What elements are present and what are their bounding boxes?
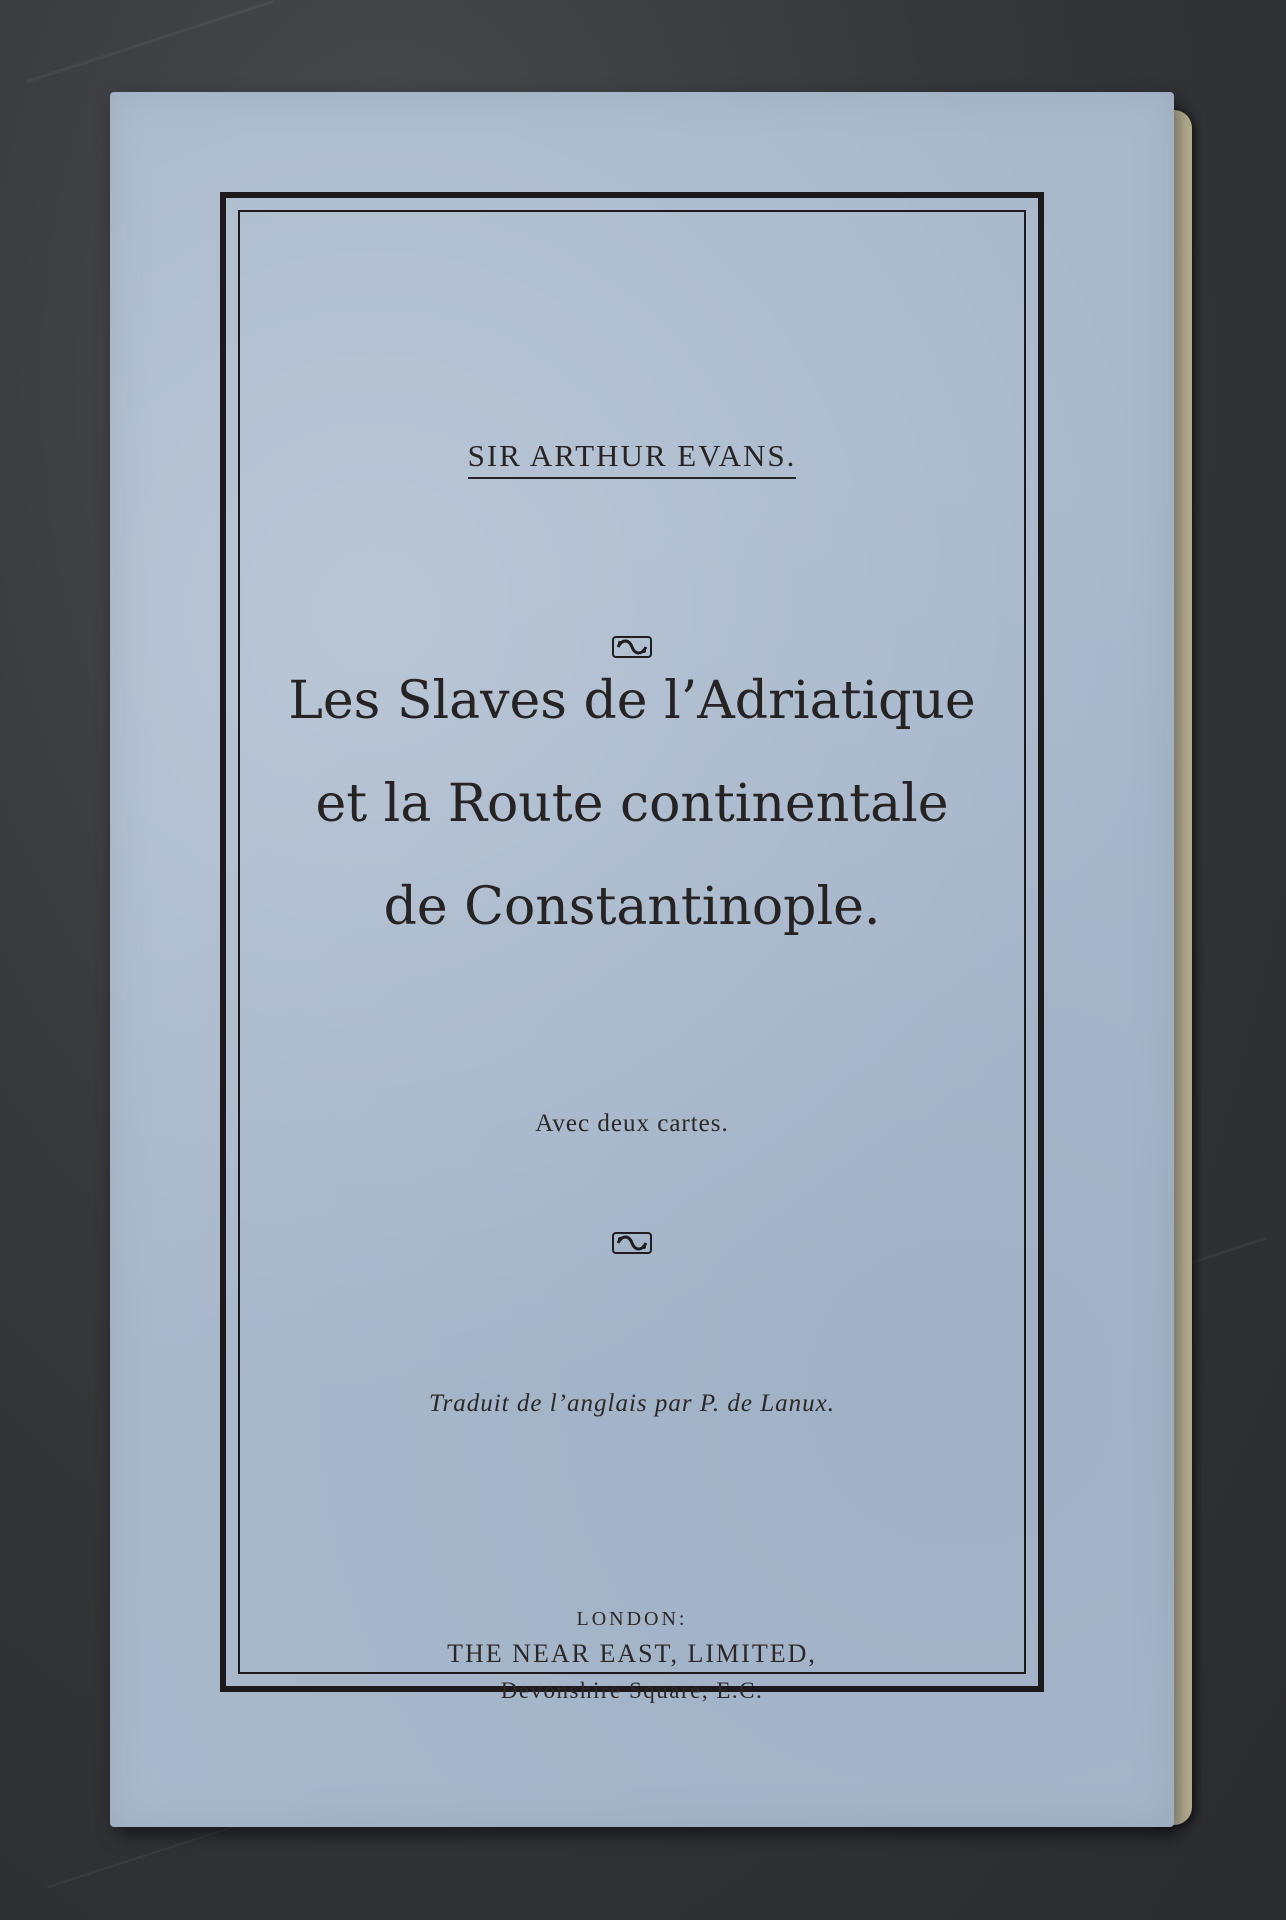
book-title [246, 650, 1018, 959]
subtitle: Avec deux cartes. [535, 1110, 729, 1137]
author-name: SIR ARTHUR EVANS. [468, 438, 797, 479]
translator-credit: Traduit de l’anglais par P. de Lanux. [428, 1390, 835, 1417]
author-line [226, 438, 1038, 479]
publisher-name: THE NEAR EAST, LIMITED, [447, 1639, 817, 1668]
book-cover [110, 92, 1174, 1827]
title-line-3: de Constantinople. [383, 877, 881, 937]
ornament-icon [611, 1230, 653, 1256]
publisher-city: LONDON: [576, 1608, 688, 1630]
cover-content [226, 198, 1038, 1703]
background-texture [26, 0, 274, 83]
cover-border-frame [220, 192, 1044, 1703]
publisher-address: Devonshire Square, E.C. [500, 1678, 764, 1703]
title-line-1: Les Slaves de l’Adriatique [288, 671, 976, 731]
title-line-2: et la Route continentale [315, 774, 949, 834]
